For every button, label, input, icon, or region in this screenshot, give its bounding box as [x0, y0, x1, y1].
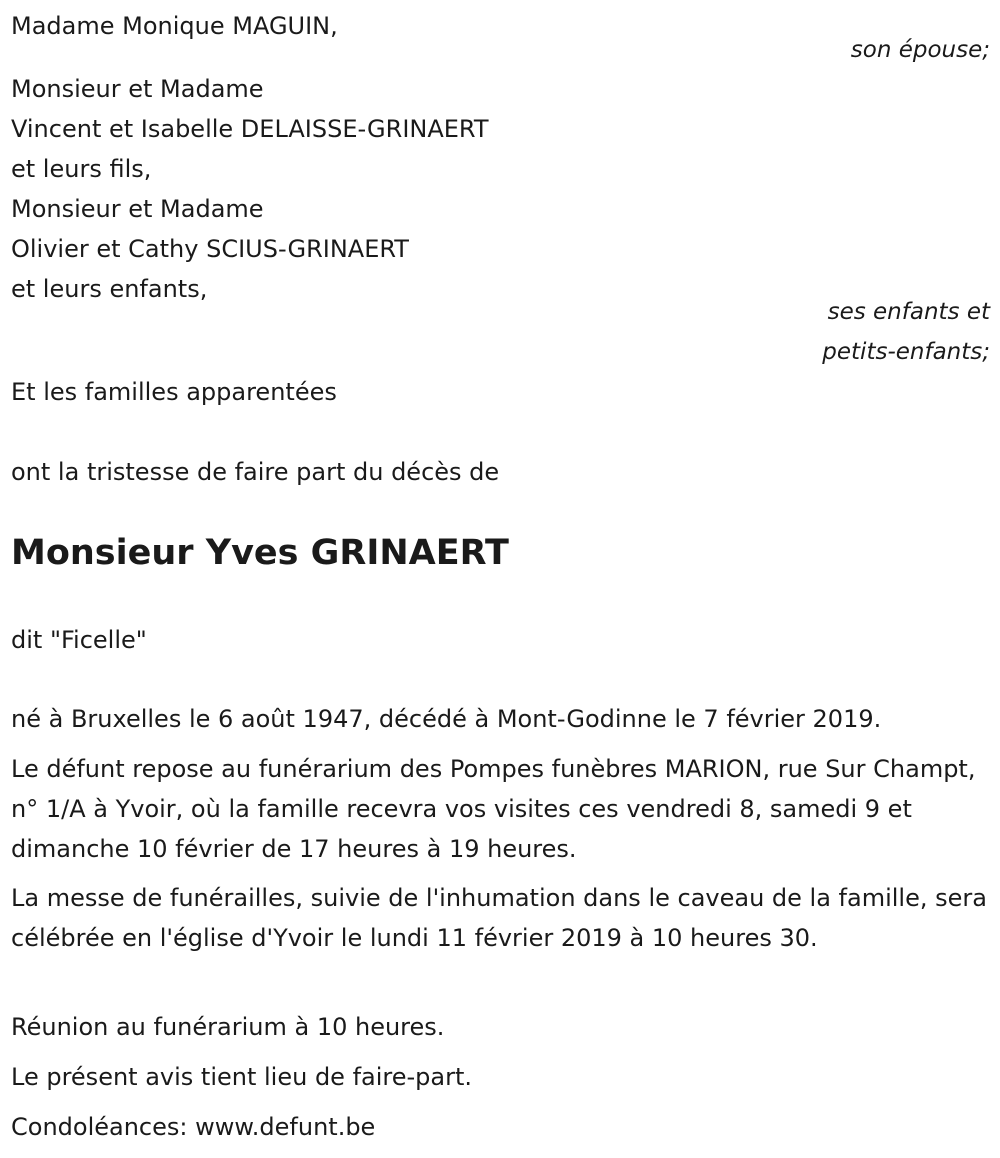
deceased-name: Monsieur Yves GRINAERT — [11, 533, 509, 573]
repose-paragraph: Le défunt repose au funérarium des Pompes funèbres MARION, rue Sur Champt, n° 1/A à Yvoir, où la famille recevra vos visites ces vendredi 8, samedi 9 et dimanche 10 février de 17 heures à 19 heures. — [11, 755, 976, 863]
children-line-6: et leurs enfants, — [11, 275, 208, 303]
spouse-line: Madame Monique MAGUIN, — [11, 12, 338, 40]
children-role-line-2: petits-enfants; — [822, 339, 990, 365]
condolences-line: Condoléances: www.defunt.be — [11, 1113, 376, 1141]
announcement-intro: ont la tristesse de faire part du décès de — [11, 458, 500, 486]
children-line-5: Olivier et Cathy SCIUS-GRINAERT — [11, 235, 409, 263]
birth-death-line: né à Bruxelles le 6 août 1947, décédé à Mont-Godinne le 7 février 2019. — [11, 705, 882, 733]
children-line-3: et leurs fils, — [11, 155, 152, 183]
funeral-paragraph: La messe de funérailles, suivie de l'inhumation dans le caveau de la famille, sera célébrée en l'église d'Yvoir le lundi 11 février 2019 à 10 heures 30. — [11, 884, 987, 952]
children-line-1: Monsieur et Madame — [11, 75, 264, 103]
children-line-4: Monsieur et Madame — [11, 195, 264, 223]
relatives-line: Et les familles apparentées — [11, 378, 337, 406]
children-line-2: Vincent et Isabelle DELAISSE-GRINAERT — [11, 115, 489, 143]
spouse-role: son épouse; — [850, 37, 990, 63]
nickname: dit "Ficelle" — [11, 626, 147, 654]
children-role-line-1: ses enfants et — [827, 299, 990, 325]
notice-line: Le présent avis tient lieu de faire-part. — [11, 1063, 473, 1091]
meeting-line: Réunion au funérarium à 10 heures. — [11, 1013, 445, 1041]
